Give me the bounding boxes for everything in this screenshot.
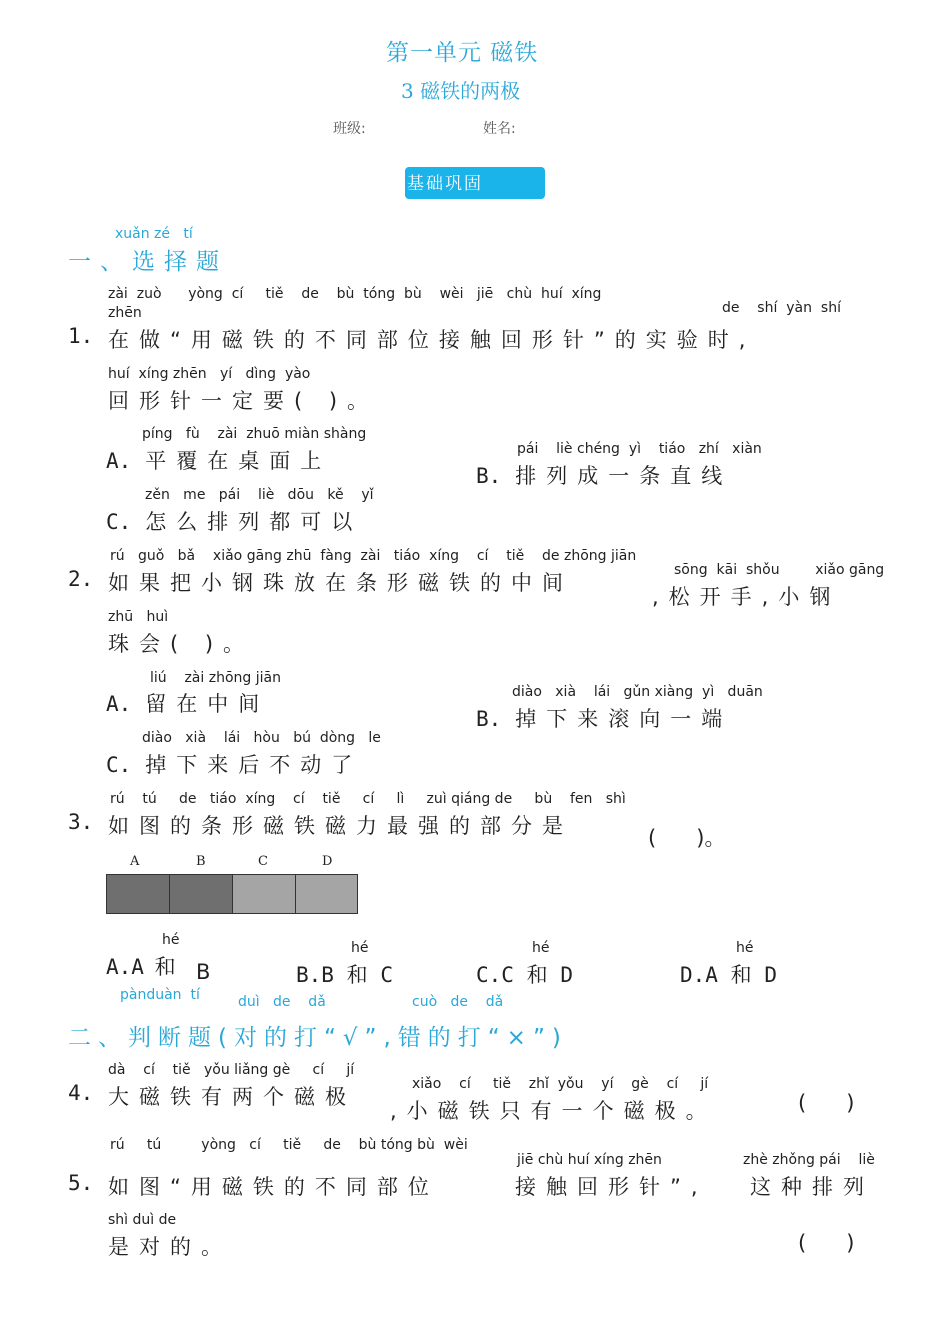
q2-option-b-label: B.: [476, 707, 502, 731]
q1-option-b-text: 排列成一条直线: [515, 464, 733, 488]
section2-title: 二、判断题(对的打“√”,错的打“×”): [68, 1025, 568, 1051]
q3-option-c-first: C: [501, 963, 514, 987]
q3-option-b-label: B.: [296, 963, 322, 987]
q2-line1b: ,松开手,小钢: [652, 585, 841, 609]
q5-line2: 是对的。: [108, 1235, 232, 1259]
q1-line2: 回形针一定要( )。: [108, 389, 379, 413]
q1-line1: 在做“用磁铁的不同部位接触回形针”的实验时,: [108, 328, 756, 352]
q5-pinyin-a: rú tú yòng cí tiě de bù tóng bù wèi: [110, 1137, 468, 1153]
magnet-segment-b: [170, 875, 233, 913]
q5-line1b: 接触回形针”,: [515, 1175, 708, 1199]
q5-line1c: 这种排列: [750, 1175, 874, 1199]
q1-option-c-pinyin: zěn me pái liè dōu kě yǐ: [145, 487, 374, 503]
q1-pinyin-c: huí xíng zhēn yí dìng yào: [108, 366, 311, 382]
q2-option-c[interactable]: [106, 749, 362, 779]
badge-label: 基础巩固: [407, 174, 483, 194]
q3-option-c-second: D: [560, 963, 573, 987]
magnet-segment-a: [107, 875, 170, 913]
q3-option-a-label: A.: [106, 955, 132, 979]
q3-option-d[interactable]: [680, 959, 777, 989]
section2-pinyin-a: pànduàn tí: [120, 987, 200, 1003]
q5-line1: 如图“用磁铁的不同部位: [108, 1175, 439, 1199]
q3-option-b[interactable]: [296, 959, 393, 989]
magnet-segment-d: [296, 875, 357, 913]
q1-option-b[interactable]: [476, 460, 732, 490]
q3-option-d-label: D.: [680, 963, 706, 987]
q5-answer-paren[interactable]: ( ): [798, 1231, 855, 1255]
q2-pinyin-a: rú guǒ bǎ xiǎo gāng zhū fàng zài tiáo xíng cí tiě de zhōng jiān: [110, 548, 637, 564]
class-label: 班级:: [333, 121, 366, 137]
q3-option-b-pinyin: hé: [351, 940, 369, 956]
q2-option-a-pinyin: liú zài zhōng jiān: [150, 670, 281, 686]
q2-option-a[interactable]: [106, 688, 269, 718]
q3-option-a[interactable]: [106, 951, 180, 981]
name-label: 姓名:: [483, 121, 516, 137]
q1-option-a-label: A.: [106, 449, 132, 473]
q2-option-b[interactable]: [476, 703, 732, 733]
q2-pinyin-c: zhū huì: [108, 609, 169, 625]
q2-option-b-text: 掉下来滚向一端: [515, 707, 733, 731]
q4-line1b: ,小磁铁只有一个磁极。: [390, 1099, 717, 1123]
q2-option-a-text: 留在中间: [145, 692, 270, 716]
section2-pinyin-b: duì de dǎ: [238, 994, 326, 1010]
q3-answer-paren[interactable]: ( )。: [648, 826, 726, 850]
q3-option-a-first: A: [131, 955, 144, 979]
q1-pinyin-a2: zhēn: [108, 305, 142, 321]
q1-option-c-text: 怎么排列都可以: [145, 510, 363, 534]
q3-option-b-first: B: [321, 963, 334, 987]
q3-option-d-pinyin: hé: [736, 940, 754, 956]
q5-pinyin-d: shì duì de: [108, 1212, 177, 1228]
q2-option-c-label: C.: [106, 753, 132, 777]
q3-option-a-second: B: [196, 960, 211, 984]
q3-option-b-he: 和: [346, 963, 368, 987]
q3-option-c[interactable]: [476, 959, 573, 989]
q3-option-c-pinyin: hé: [532, 940, 550, 956]
q5-pinyin-c: zhè zhǒng pái liè: [743, 1152, 875, 1168]
q1-number: 1.: [68, 324, 94, 348]
q3-option-c-label: C.: [476, 963, 502, 987]
q2-number: 2.: [68, 567, 94, 591]
section2-pinyin-c: cuò de dǎ: [412, 994, 504, 1010]
q1-option-c-label: C.: [106, 510, 132, 534]
q1-option-a-pinyin: píng fù zài zhuō miàn shàng: [142, 426, 367, 442]
q4-pinyin-a: dà cí tiě yǒu liǎng gè cí jí: [108, 1062, 355, 1078]
q4-number: 4.: [68, 1081, 94, 1105]
q1-pinyin-b: de shí yàn shí: [722, 300, 841, 316]
magnet-segment-c: [233, 875, 296, 913]
q2-option-c-text: 掉下来后不动了: [145, 753, 363, 777]
bar-magnet-figure: [106, 854, 358, 916]
q2-option-b-pinyin: diào xià lái gǔn xiàng yì duān: [512, 684, 763, 700]
q2-option-c-pinyin: diào xià lái hòu bú dòng le: [142, 730, 381, 746]
q2-option-a-label: A.: [106, 692, 132, 716]
q1-option-a[interactable]: [106, 445, 331, 475]
unit-title: 第一单元 磁铁: [386, 40, 539, 66]
bar-label-d: D: [322, 854, 333, 869]
q3-option-a-he: 和: [154, 955, 176, 979]
basic-consolidation-badge: [405, 167, 545, 199]
q5-number: 5.: [68, 1171, 94, 1195]
bar-label-a: A: [130, 854, 140, 869]
q1-pinyin-a: zài zuò yòng cí tiě de bù tóng bù wèi jiē chù huí xíng: [108, 286, 602, 302]
q5-pinyin-b: jiē chù huí xíng zhēn: [517, 1152, 662, 1168]
q3-option-d-second: D: [764, 963, 777, 987]
q3-number: 3.: [68, 810, 94, 834]
q3-option-d-he: 和: [730, 963, 752, 987]
q2-line2: 珠会( )。: [108, 632, 255, 656]
q4-pinyin-b: xiǎo cí tiě zhǐ yǒu yí gè cí jí: [412, 1076, 709, 1092]
q3-option-d-first: A: [705, 963, 718, 987]
q3-option-c-he: 和: [526, 963, 548, 987]
q1-option-a-text: 平覆在桌面上: [145, 449, 332, 473]
q3-option-a-pinyin: hé: [162, 932, 180, 948]
q4-line1: 大磁铁有两个磁极: [108, 1085, 356, 1109]
q3-pinyin-a: rú tú de tiáo xíng cí tiě cí lì zuì qiáng de bù fen shì: [110, 791, 626, 807]
q1-option-b-label: B.: [476, 464, 502, 488]
q4-answer-paren[interactable]: ( ): [798, 1091, 855, 1115]
q3-option-b-second: C: [380, 963, 393, 987]
q3-line1: 如图的条形磁铁磁力最强的部分是: [108, 814, 573, 838]
q1-option-b-pinyin: pái liè chéng yì tiáo zhí xiàn: [517, 441, 762, 457]
q2-pinyin-b: sōng kāi shǒu xiǎo gāng: [674, 562, 885, 578]
q2-line1: 如果把小钢珠放在条形磁铁的中间: [108, 571, 573, 595]
section1-title: 一、选择题: [68, 249, 228, 275]
bar-label-b: B: [196, 854, 206, 869]
q1-option-c[interactable]: [106, 506, 362, 536]
section1-pinyin: xuǎn zé tí: [115, 226, 193, 242]
bar-magnet: [106, 874, 358, 914]
bar-label-c: C: [258, 854, 268, 869]
lesson-title: 3 磁铁的两极: [401, 79, 521, 103]
